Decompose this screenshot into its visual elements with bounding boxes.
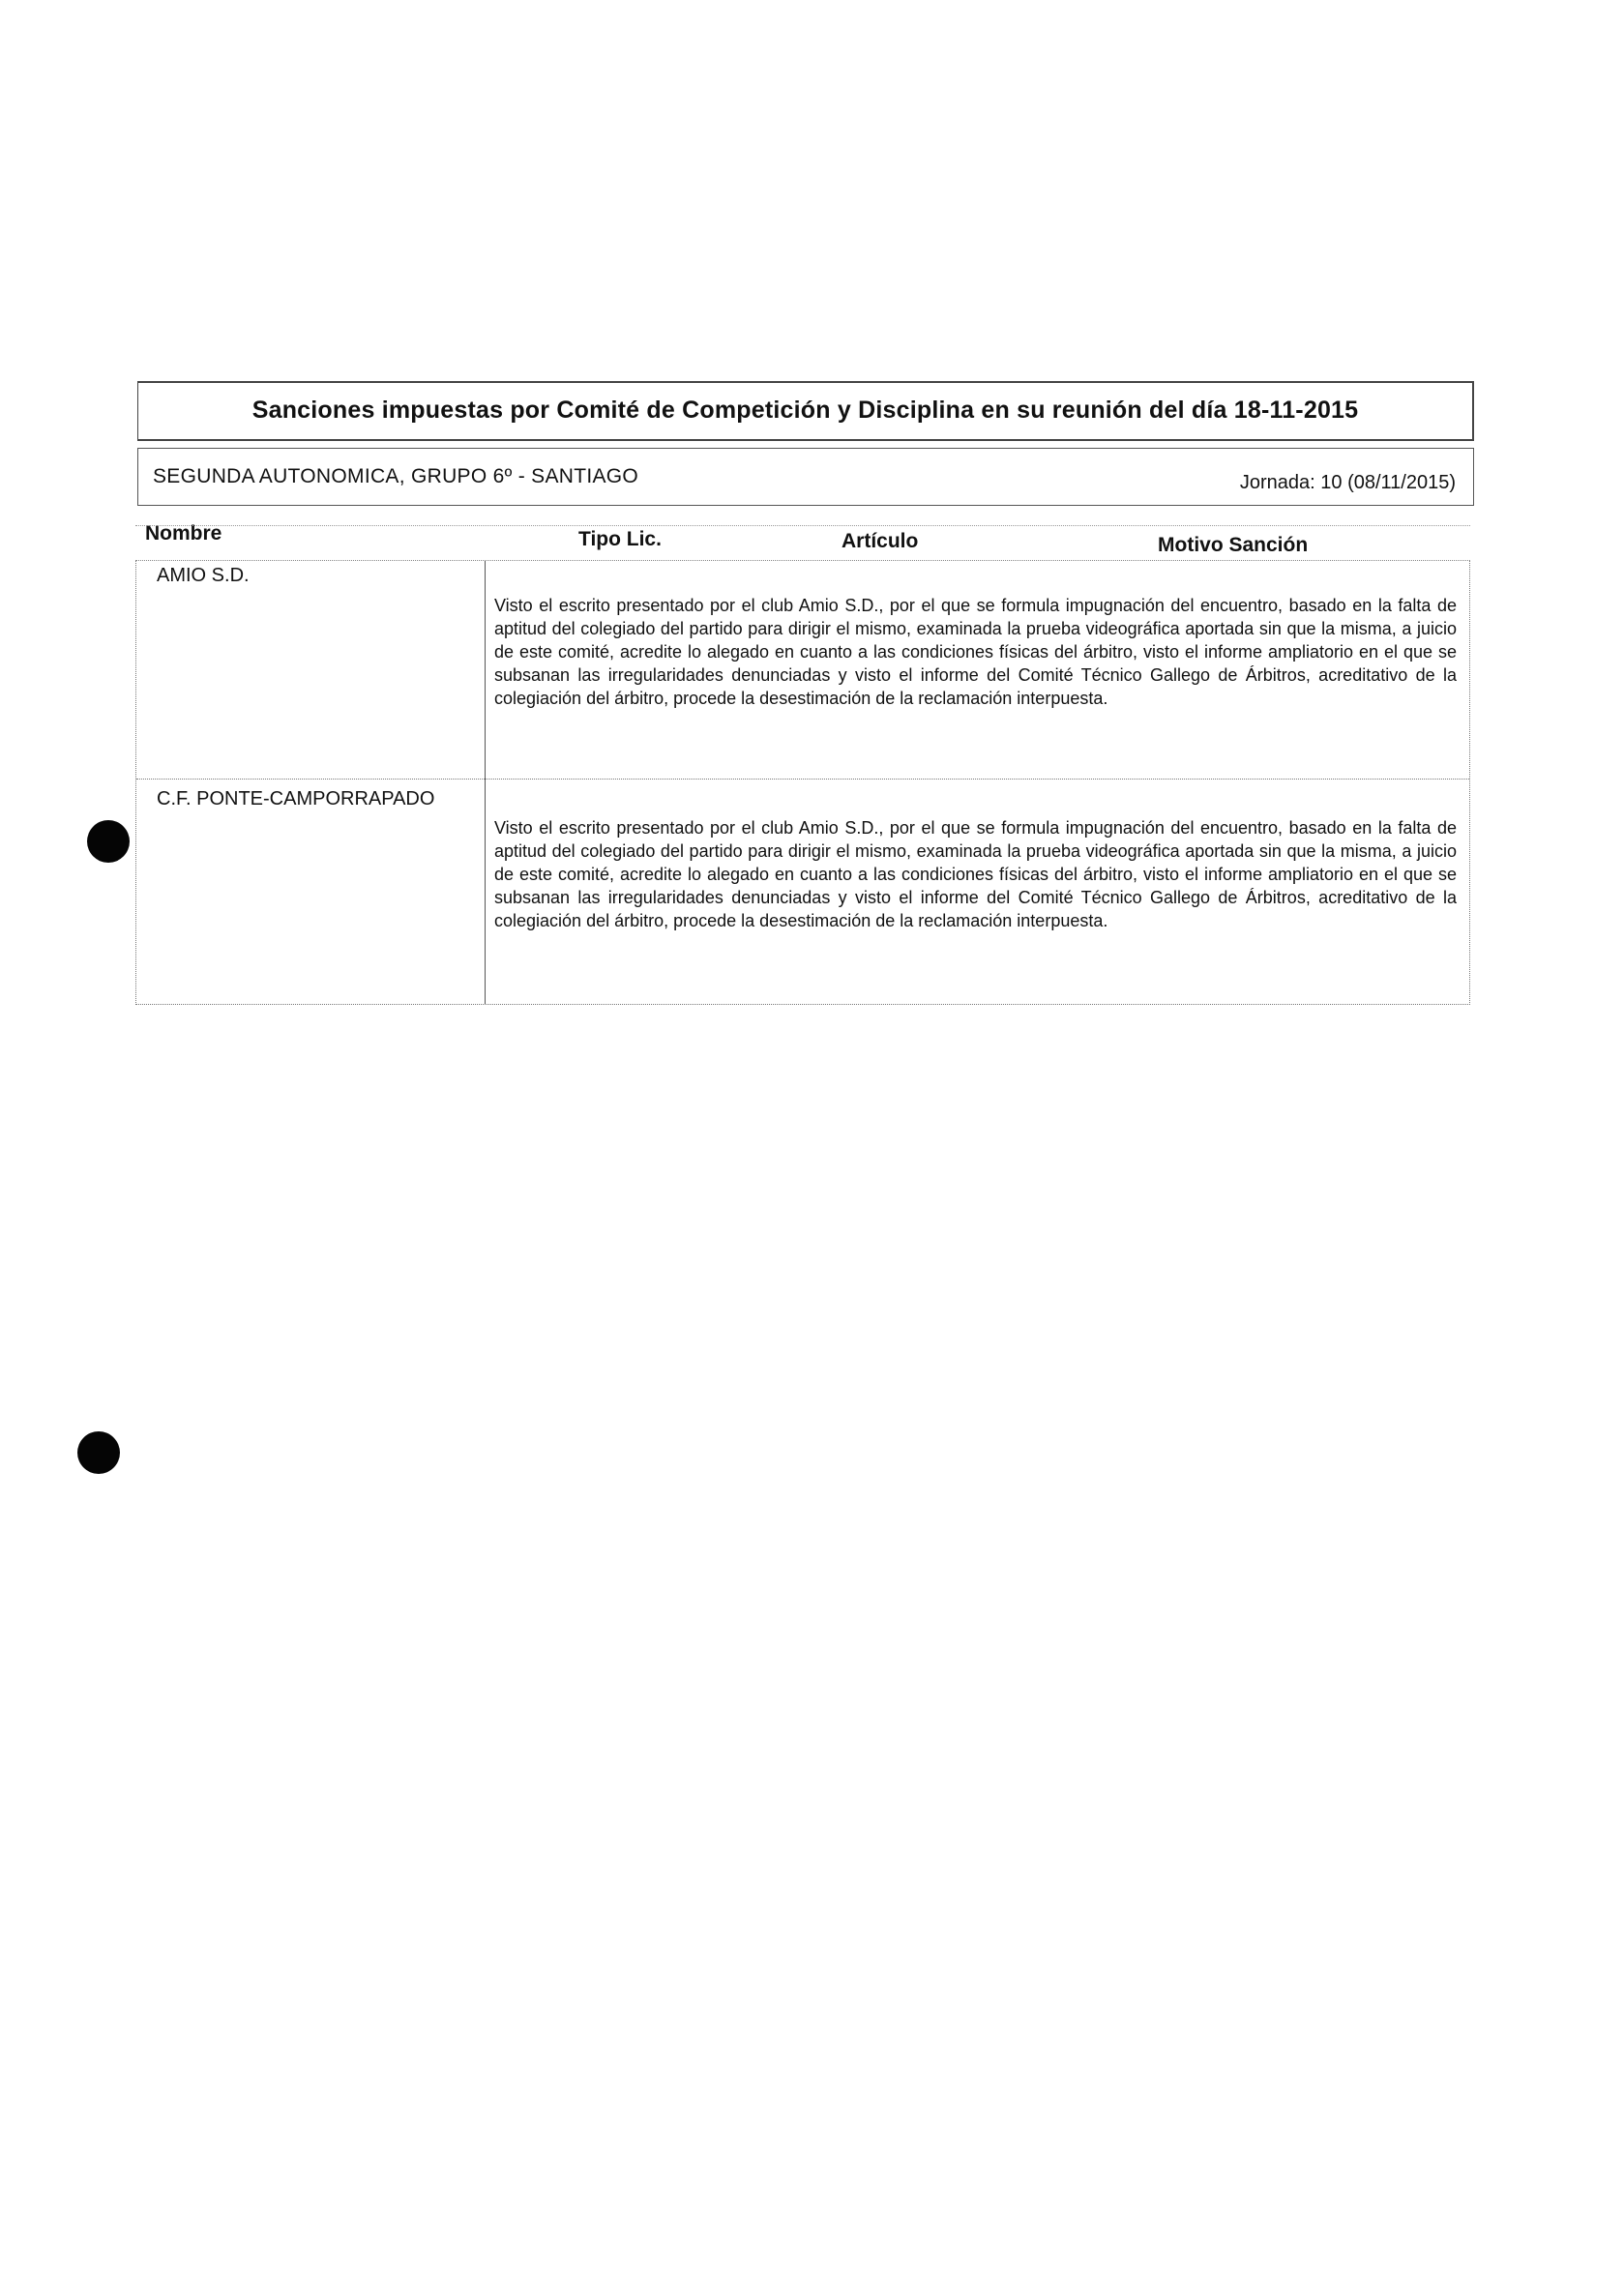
- header-nombre: Nombre: [145, 522, 222, 545]
- row-2-nombre: C.F. PONTE-CAMPORRAPADO: [157, 788, 435, 809]
- punch-hole-bottom: [77, 1431, 120, 1474]
- column-divider: [485, 561, 486, 1004]
- document-title: Sanciones impuestas por Comité de Competición y Disciplina en su reunión del día 18-11-2015: [251, 397, 1359, 424]
- header-motivo: Motivo Sanción: [1158, 534, 1309, 556]
- row-1-motivo: Visto el escrito presentado por el club Amio S.D., por el que se formula impugnación del encuentro, basado en la falta de aptitud del colegiado del partido para dirigir el mismo, examinada la prueba videográfica aportada sin que la misma, a juicio de este comité, acredite lo alegado en cuanto a las condiciones físicas del árbitro, visto el informe ampliatorio en el que se subsanan las irregularidades denunciadas y visto el informe del Comité Técnico Gallego de Árbitros, acreditativo de la colegiación del árbitro, procede la desestimación de la reclamación interpuesta.: [494, 596, 1457, 708]
- header-articulo: Artículo: [842, 530, 919, 552]
- row-2-motivo: Visto el escrito presentado por el club Amio S.D., por el que se formula impugnación del encuentro, basado en la falta de aptitud del colegiado del partido para dirigir el mismo, examinada la prueba videográfica aportada sin que la misma, a juicio de este comité, acredite lo alegado en cuanto a las condiciones físicas del árbitro, visto el informe ampliatorio en el que se subsanan las irregularidades denunciadas y visto el informe del Comité Técnico Gallego de Árbitros, acreditativo de la colegiación del árbitro, procede la desestimación de la reclamación interpuesta.: [494, 818, 1457, 930]
- sanctions-table: [135, 560, 1470, 1005]
- title-box: [137, 381, 1474, 441]
- group-box: [137, 448, 1474, 506]
- row-divider: [136, 779, 1469, 780]
- punch-hole-top: [87, 820, 130, 863]
- header-tipo-lic: Tipo Lic.: [578, 528, 662, 550]
- jornada-label: Jornada: 10 (08/11/2015): [1239, 472, 1456, 493]
- row-1-nombre: AMIO S.D.: [157, 565, 250, 586]
- header-divider: [135, 525, 1470, 526]
- group-name: SEGUNDA AUTONOMICA, GRUPO 6º - SANTIAGO: [153, 465, 639, 487]
